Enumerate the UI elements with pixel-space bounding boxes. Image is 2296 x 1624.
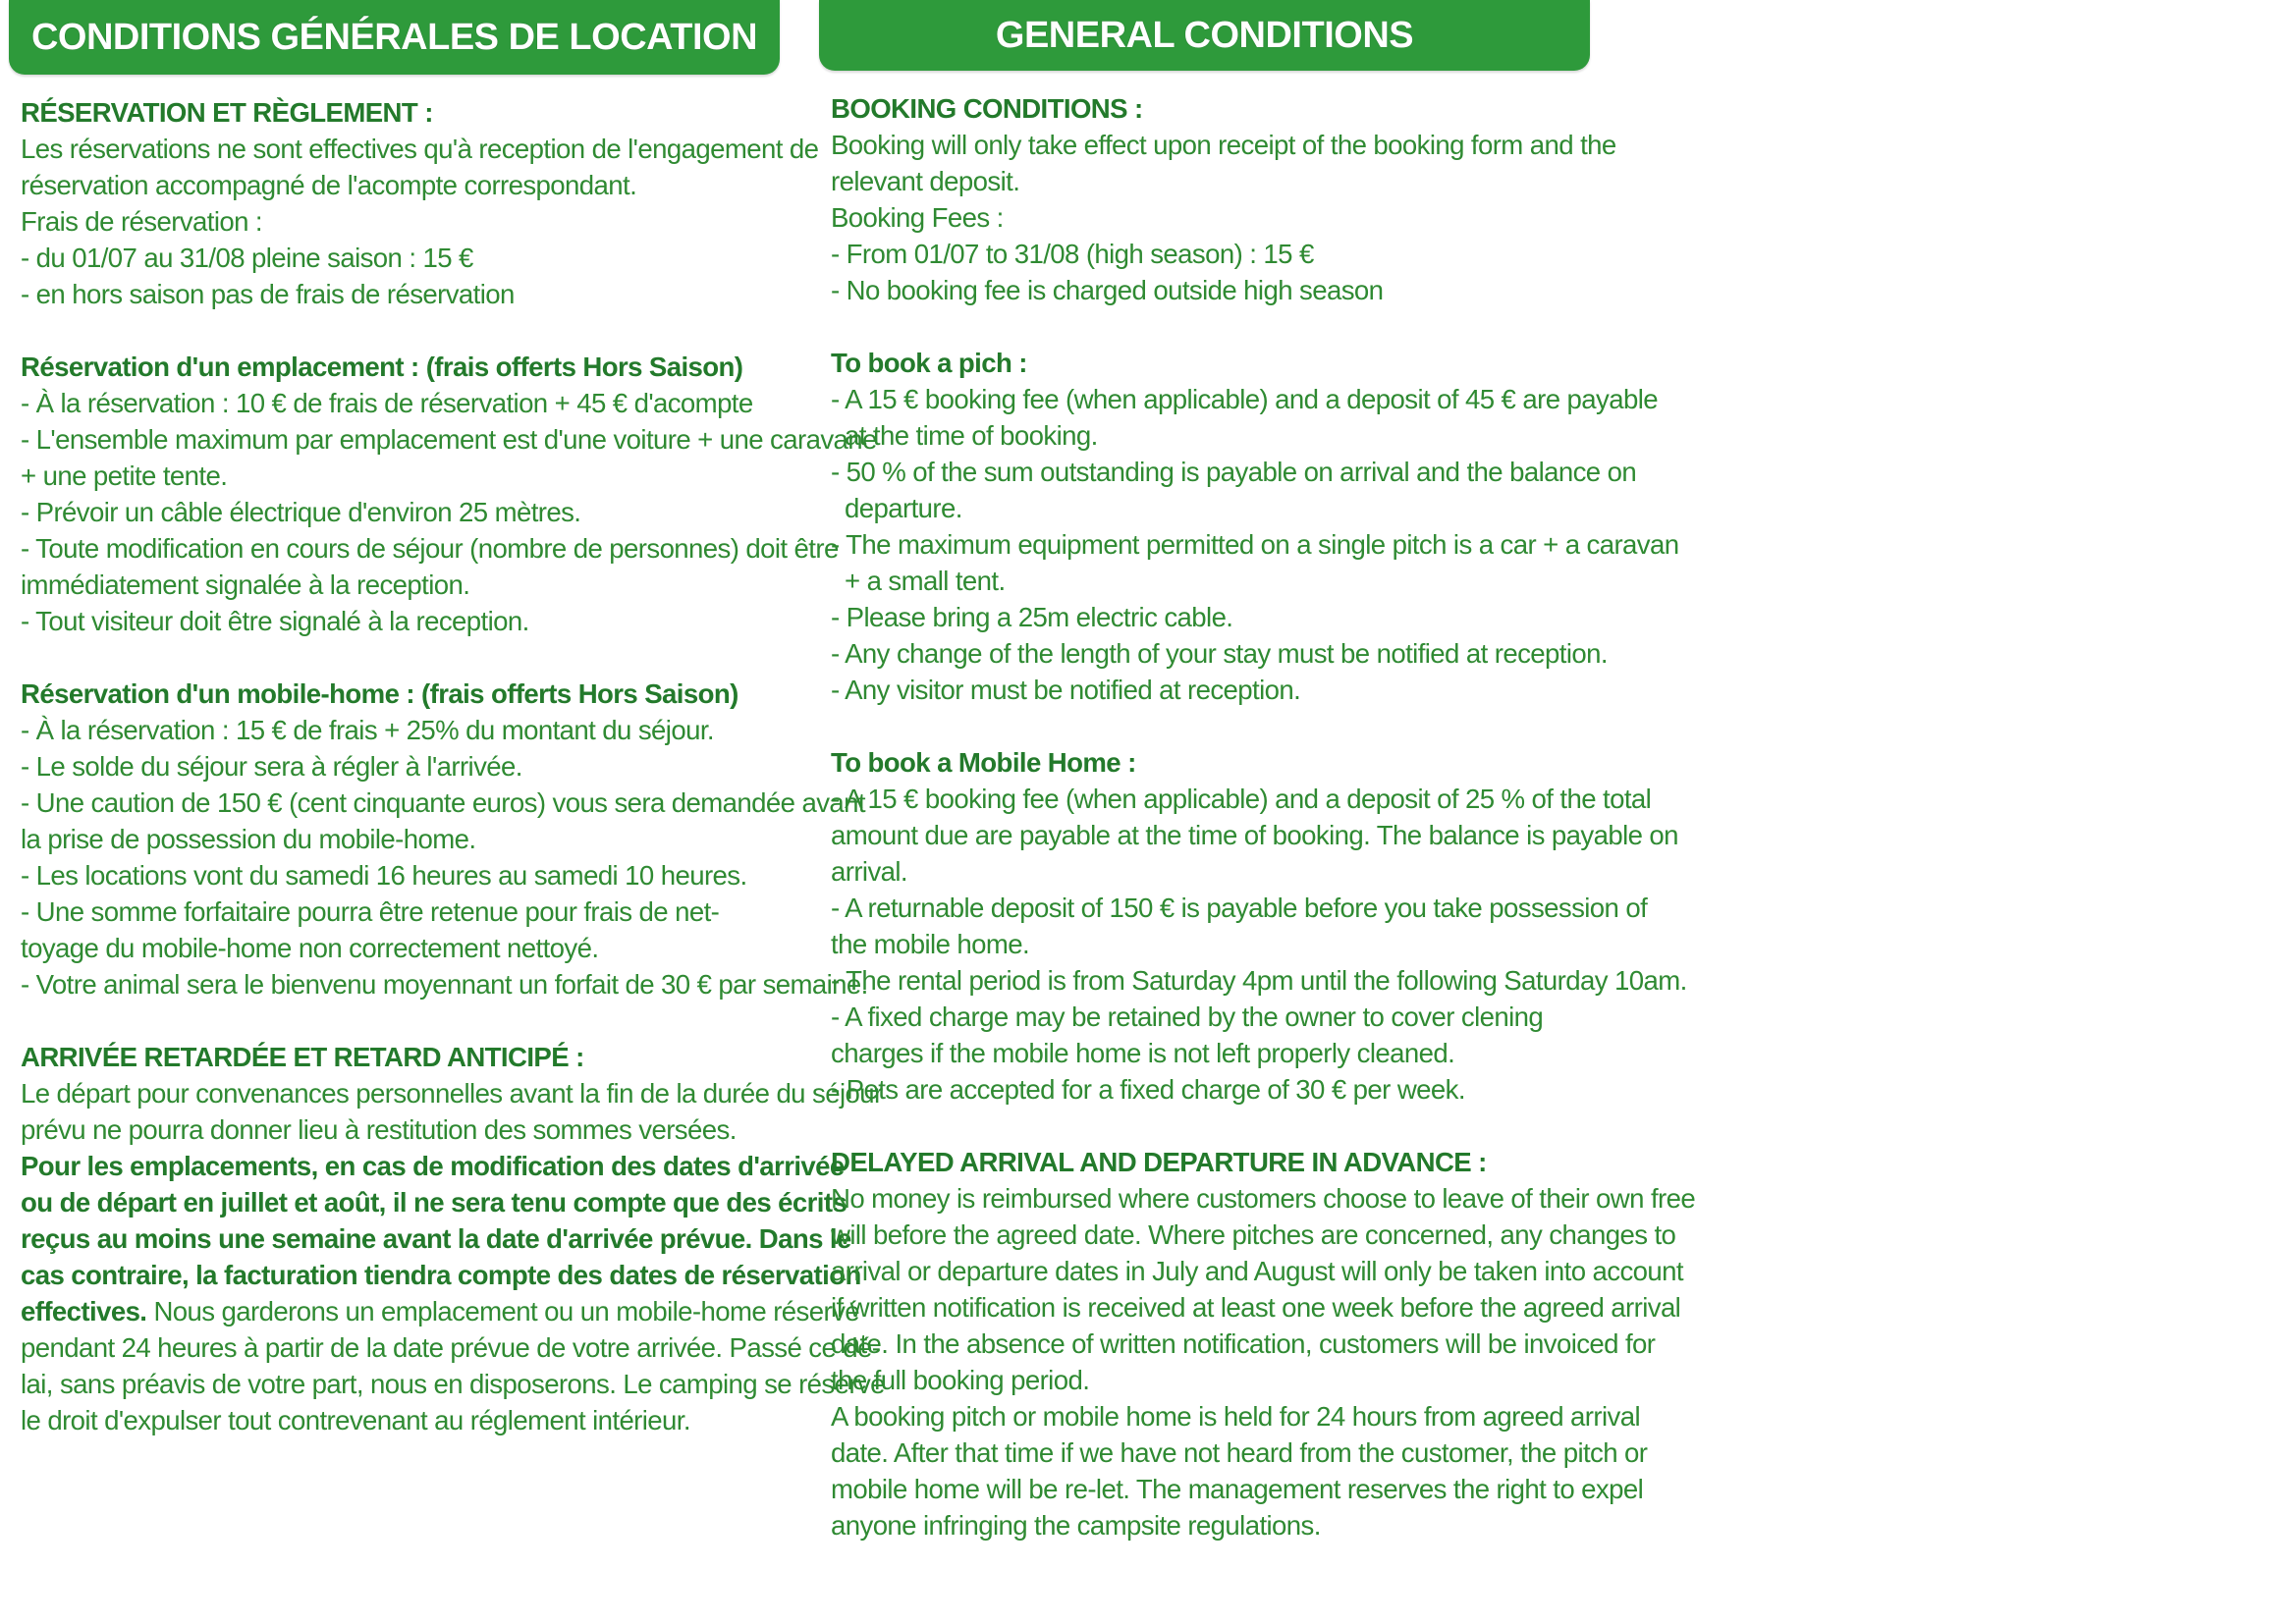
- text-line: toyage du mobile-home non correctement nettoyé.: [21, 933, 599, 963]
- text-line: immédiatement signalée à la reception.: [21, 569, 470, 600]
- english-content: [819, 71, 1696, 1543]
- text-line: - Une caution de 150 € (cent cinquante euros) vous sera demandée avant: [21, 787, 865, 818]
- text-line: No money is reimbursed where customers choose to leave of their own free: [831, 1183, 1696, 1214]
- text-line: - A fixed charge may be retained by the owner to cover clening: [831, 1001, 1544, 1032]
- text: Nous garderons un emplacement ou un mobile-home réservé: [146, 1296, 860, 1326]
- text-line: - Votre animal sera le bienvenu moyennant un forfait de 30 € par semaine.: [21, 969, 868, 1000]
- text-line: Frais de réservation :: [21, 206, 262, 237]
- text-line: if written notification is received at least one week before the agreed arrival: [831, 1292, 1681, 1323]
- text-line: Booking Fees :: [831, 202, 1004, 233]
- text-line: date. In the absence of written notification, customers will be invoiced for: [831, 1328, 1656, 1359]
- text-line: + une petite tente.: [21, 460, 228, 491]
- text-line: Les réservations ne sont effectives qu'à reception de l'engagement de: [21, 134, 819, 164]
- text-line: - Tout visiteur doit être signalé à la reception.: [21, 606, 529, 636]
- text-line: the full booking period.: [831, 1365, 1090, 1395]
- section-heading: Réservation d'un mobile-home : (frais offerts Hors Saison): [21, 678, 738, 709]
- english-title-banner: GENERAL CONDITIONS: [819, 0, 1590, 71]
- text-line: - Une somme forfaitaire pourra être retenue pour frais de net-: [21, 896, 720, 927]
- section-heading: To book a pich :: [831, 348, 1027, 378]
- text-line: le droit d'expulser tout contrevenant au réglement intérieur.: [21, 1405, 690, 1435]
- text-line: - Pets are accepted for a fixed charge of 30 € per week.: [831, 1074, 1465, 1105]
- text-line: - Prévoir un câble électrique d'environ 25 mètres.: [21, 497, 581, 527]
- text-line: - A returnable deposit of 150 € is payable before you take possession of: [831, 893, 1648, 923]
- text-line: - Any change of the length of your stay must be notified at reception.: [831, 638, 1608, 669]
- text-line: date. After that time if we have not heard from the customer, the pitch or: [831, 1437, 1648, 1468]
- text-line: mobile home will be re-let. The management reserves the right to expel: [831, 1474, 1644, 1504]
- text-line: - Any visitor must be notified at reception.: [831, 675, 1301, 705]
- text-line: Booking will only take effect upon receipt of the booking form and the: [831, 130, 1616, 160]
- section-heading: DELAYED ARRIVAL AND DEPARTURE IN ADVANCE :: [831, 1147, 1487, 1177]
- section-heading: Réservation d'un emplacement : (frais offerts Hors Saison): [21, 352, 743, 382]
- en-booking-section: [831, 90, 1616, 308]
- fr-delayed-arrival-section: [21, 1039, 885, 1438]
- text-line: amount due are payable at the time of booking. The balance is payable on: [831, 820, 1678, 850]
- text-line: - en hors saison pas de frais de réservation: [21, 279, 515, 309]
- text-line: A booking pitch or mobile home is held for 24 hours from agreed arrival: [831, 1401, 1640, 1432]
- text-line: - Les locations vont du samedi 16 heures au samedi 10 heures.: [21, 860, 747, 891]
- section-heading: To book a Mobile Home :: [831, 747, 1136, 778]
- text-line: departure.: [845, 493, 962, 523]
- mixed-text-line: [21, 1293, 860, 1329]
- text-line: - L'ensemble maximum par emplacement est d'une voiture + une caravane: [21, 424, 877, 455]
- text-line: the mobile home.: [831, 929, 1030, 959]
- bold-text-line: cas contraire, la facturation tiendra compte des dates de réservation: [21, 1260, 861, 1290]
- text-line: charges if the mobile home is not left properly cleaned.: [831, 1038, 1455, 1068]
- bold-text-line: ou de départ en juillet et août, il ne sera tenu compte que des écrits: [21, 1187, 847, 1218]
- text-line: lai, sans préavis de votre part, nous en disposerons. Le camping se réserve: [21, 1369, 885, 1399]
- fr-booking-section: [21, 94, 819, 312]
- text-line: - From 01/07 to 31/08 (high season) : 15 €: [831, 239, 1314, 269]
- text-line: la prise de possession du mobile-home.: [21, 824, 476, 854]
- english-column: [819, 0, 1696, 1580]
- text-line: prévu ne pourra donner lieu à restitution des sommes versées.: [21, 1114, 737, 1145]
- text-line: at the time of booking.: [845, 420, 1098, 451]
- bold-text-line: Pour les emplacements, en cas de modification des dates d'arrivée: [21, 1151, 845, 1181]
- bold-text: effectives.: [21, 1296, 147, 1326]
- text-line: + a small tent.: [845, 566, 1006, 596]
- text-line: pendant 24 heures à partir de la date prévue de votre arrivée. Passé ce dé-: [21, 1332, 881, 1363]
- fr-mobile-home-section: [21, 676, 868, 1002]
- text-line: relevant deposit.: [831, 166, 1020, 196]
- text-line: - Toute modification en cours de séjour (nombre de personnes) doit être: [21, 533, 839, 564]
- text-line: arrival.: [831, 856, 907, 887]
- section-heading: RÉSERVATION ET RÈGLEMENT :: [21, 97, 433, 128]
- text-line: will before the agreed date. Where pitches are concerned, any changes to: [831, 1219, 1676, 1250]
- text-line: - The maximum equipment permitted on a single pitch is a car + a caravan: [831, 529, 1679, 560]
- en-mobile-home-section: [831, 744, 1687, 1108]
- section-heading: BOOKING CONDITIONS :: [831, 93, 1143, 124]
- en-pitch-section: [831, 345, 1679, 708]
- text-line: - du 01/07 au 31/08 pleine saison : 15 €: [21, 243, 473, 273]
- text-line: - À la réservation : 10 € de frais de réservation + 45 € d'acompte: [21, 388, 753, 418]
- bold-text-line: reçus au moins une semaine avant la date d'arrivée prévue. Dans le: [21, 1223, 851, 1254]
- text-line: - 50 % of the sum outstanding is payable on arrival and the balance on: [831, 457, 1637, 487]
- text-line: anyone infringing the campsite regulations.: [831, 1510, 1321, 1541]
- text-line: réservation accompagné de l'acompte correspondant.: [21, 170, 637, 200]
- text-line: - A 15 € booking fee (when applicable) and a deposit of 45 € are payable: [831, 384, 1658, 414]
- text-line: - Le solde du séjour sera à régler à l'arrivée.: [21, 751, 522, 782]
- fr-pitch-section: [21, 349, 877, 639]
- en-delayed-arrival-section: [831, 1144, 1696, 1543]
- french-title-banner: CONDITIONS GÉNÉRALES DE LOCATION: [9, 0, 780, 75]
- text-line: - A 15 € booking fee (when applicable) and a deposit of 25 % of the total: [831, 784, 1652, 814]
- text-line: arrival or departure dates in July and August will only be taken into account: [831, 1256, 1683, 1286]
- text-line: - À la réservation : 15 € de frais + 25% du montant du séjour.: [21, 715, 714, 745]
- text-line: - The rental period is from Saturday 4pm until the following Saturday 10am.: [831, 965, 1687, 996]
- text-line: - Please bring a 25m electric cable.: [831, 602, 1233, 632]
- section-heading: ARRIVÉE RETARDÉE ET RETARD ANTICIPÉ :: [21, 1042, 584, 1072]
- text-line: Le départ pour convenances personnelles avant la fin de la durée du séjour: [21, 1078, 883, 1109]
- text-line: - No booking fee is charged outside high season: [831, 275, 1384, 305]
